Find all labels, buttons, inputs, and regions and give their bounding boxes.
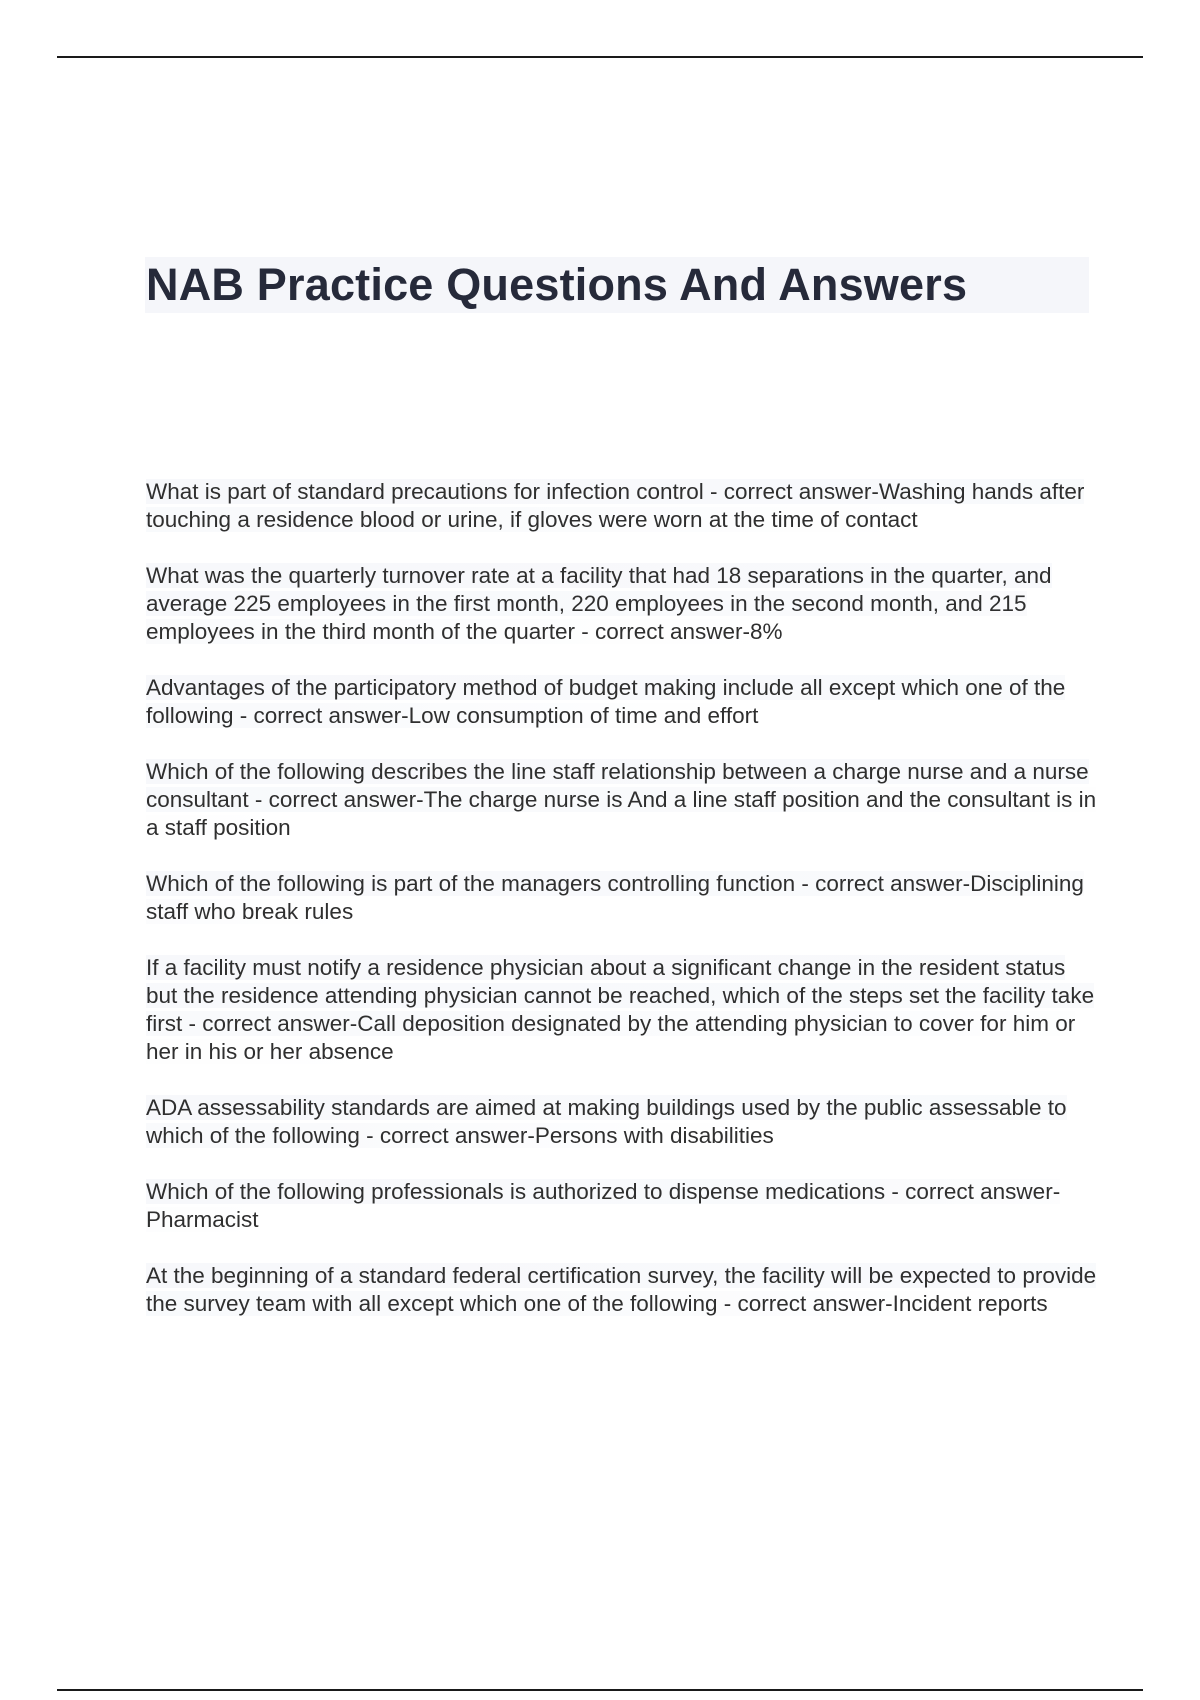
qa-text: What is part of standard precautions for infection control - correct answer-Washing hands after touching a residence blood or urine, if gloves were worn at the time of contact xyxy=(146,479,1085,532)
qa-item xyxy=(146,674,1101,730)
qa-item xyxy=(146,1262,1101,1318)
qa-item xyxy=(146,758,1101,842)
qa-text: ADA assessability standards are aimed at making buildings used by the public assessable to which of the following - correct answer-Persons with disabilities xyxy=(146,1095,1067,1148)
bottom-rule xyxy=(57,1689,1143,1691)
qa-item xyxy=(146,562,1101,646)
qa-text: Which of the following professionals is authorized to dispense medications - correct answer-Pharmacist xyxy=(146,1179,1061,1232)
qa-item xyxy=(146,1178,1101,1234)
qa-text: If a facility must notify a residence physician about a significant change in the resident status but the residence attending physician cannot be reached, which of the steps set the facility take first - correct answer-Call deposition designated by the attending physician to cover for him or her in his or her absence xyxy=(146,955,1095,1064)
qa-item xyxy=(146,954,1101,1066)
page-title: NAB Practice Questions And Answers xyxy=(146,259,968,310)
qa-item xyxy=(146,870,1101,926)
qa-text: What was the quarterly turnover rate at a facility that had 18 separations in the quarter, and average 225 employees in the first month, 220 employees in the second month, and 215 employees in the third month of the quarter - correct answer-8% xyxy=(146,563,1052,644)
qa-item xyxy=(146,478,1101,534)
qa-text: Advantages of the participatory method of budget making include all except which one of the following - correct answer-Low consumption of time and effort xyxy=(146,675,1066,728)
qa-list xyxy=(146,478,1101,1346)
qa-item xyxy=(146,1094,1101,1150)
qa-text: Which of the following describes the line staff relationship between a charge nurse and a nurse consultant - correct answer-The charge nurse is And a line staff position and the consultant is in a staff position xyxy=(146,759,1097,840)
qa-text: Which of the following is part of the managers controlling function - correct answer-Disciplining staff who break rules xyxy=(146,871,1084,924)
top-rule xyxy=(57,56,1143,58)
qa-text: At the beginning of a standard federal certification survey, the facility will be expected to provide the survey team with all except which one of the following - correct answer-Incident reports xyxy=(146,1263,1097,1316)
